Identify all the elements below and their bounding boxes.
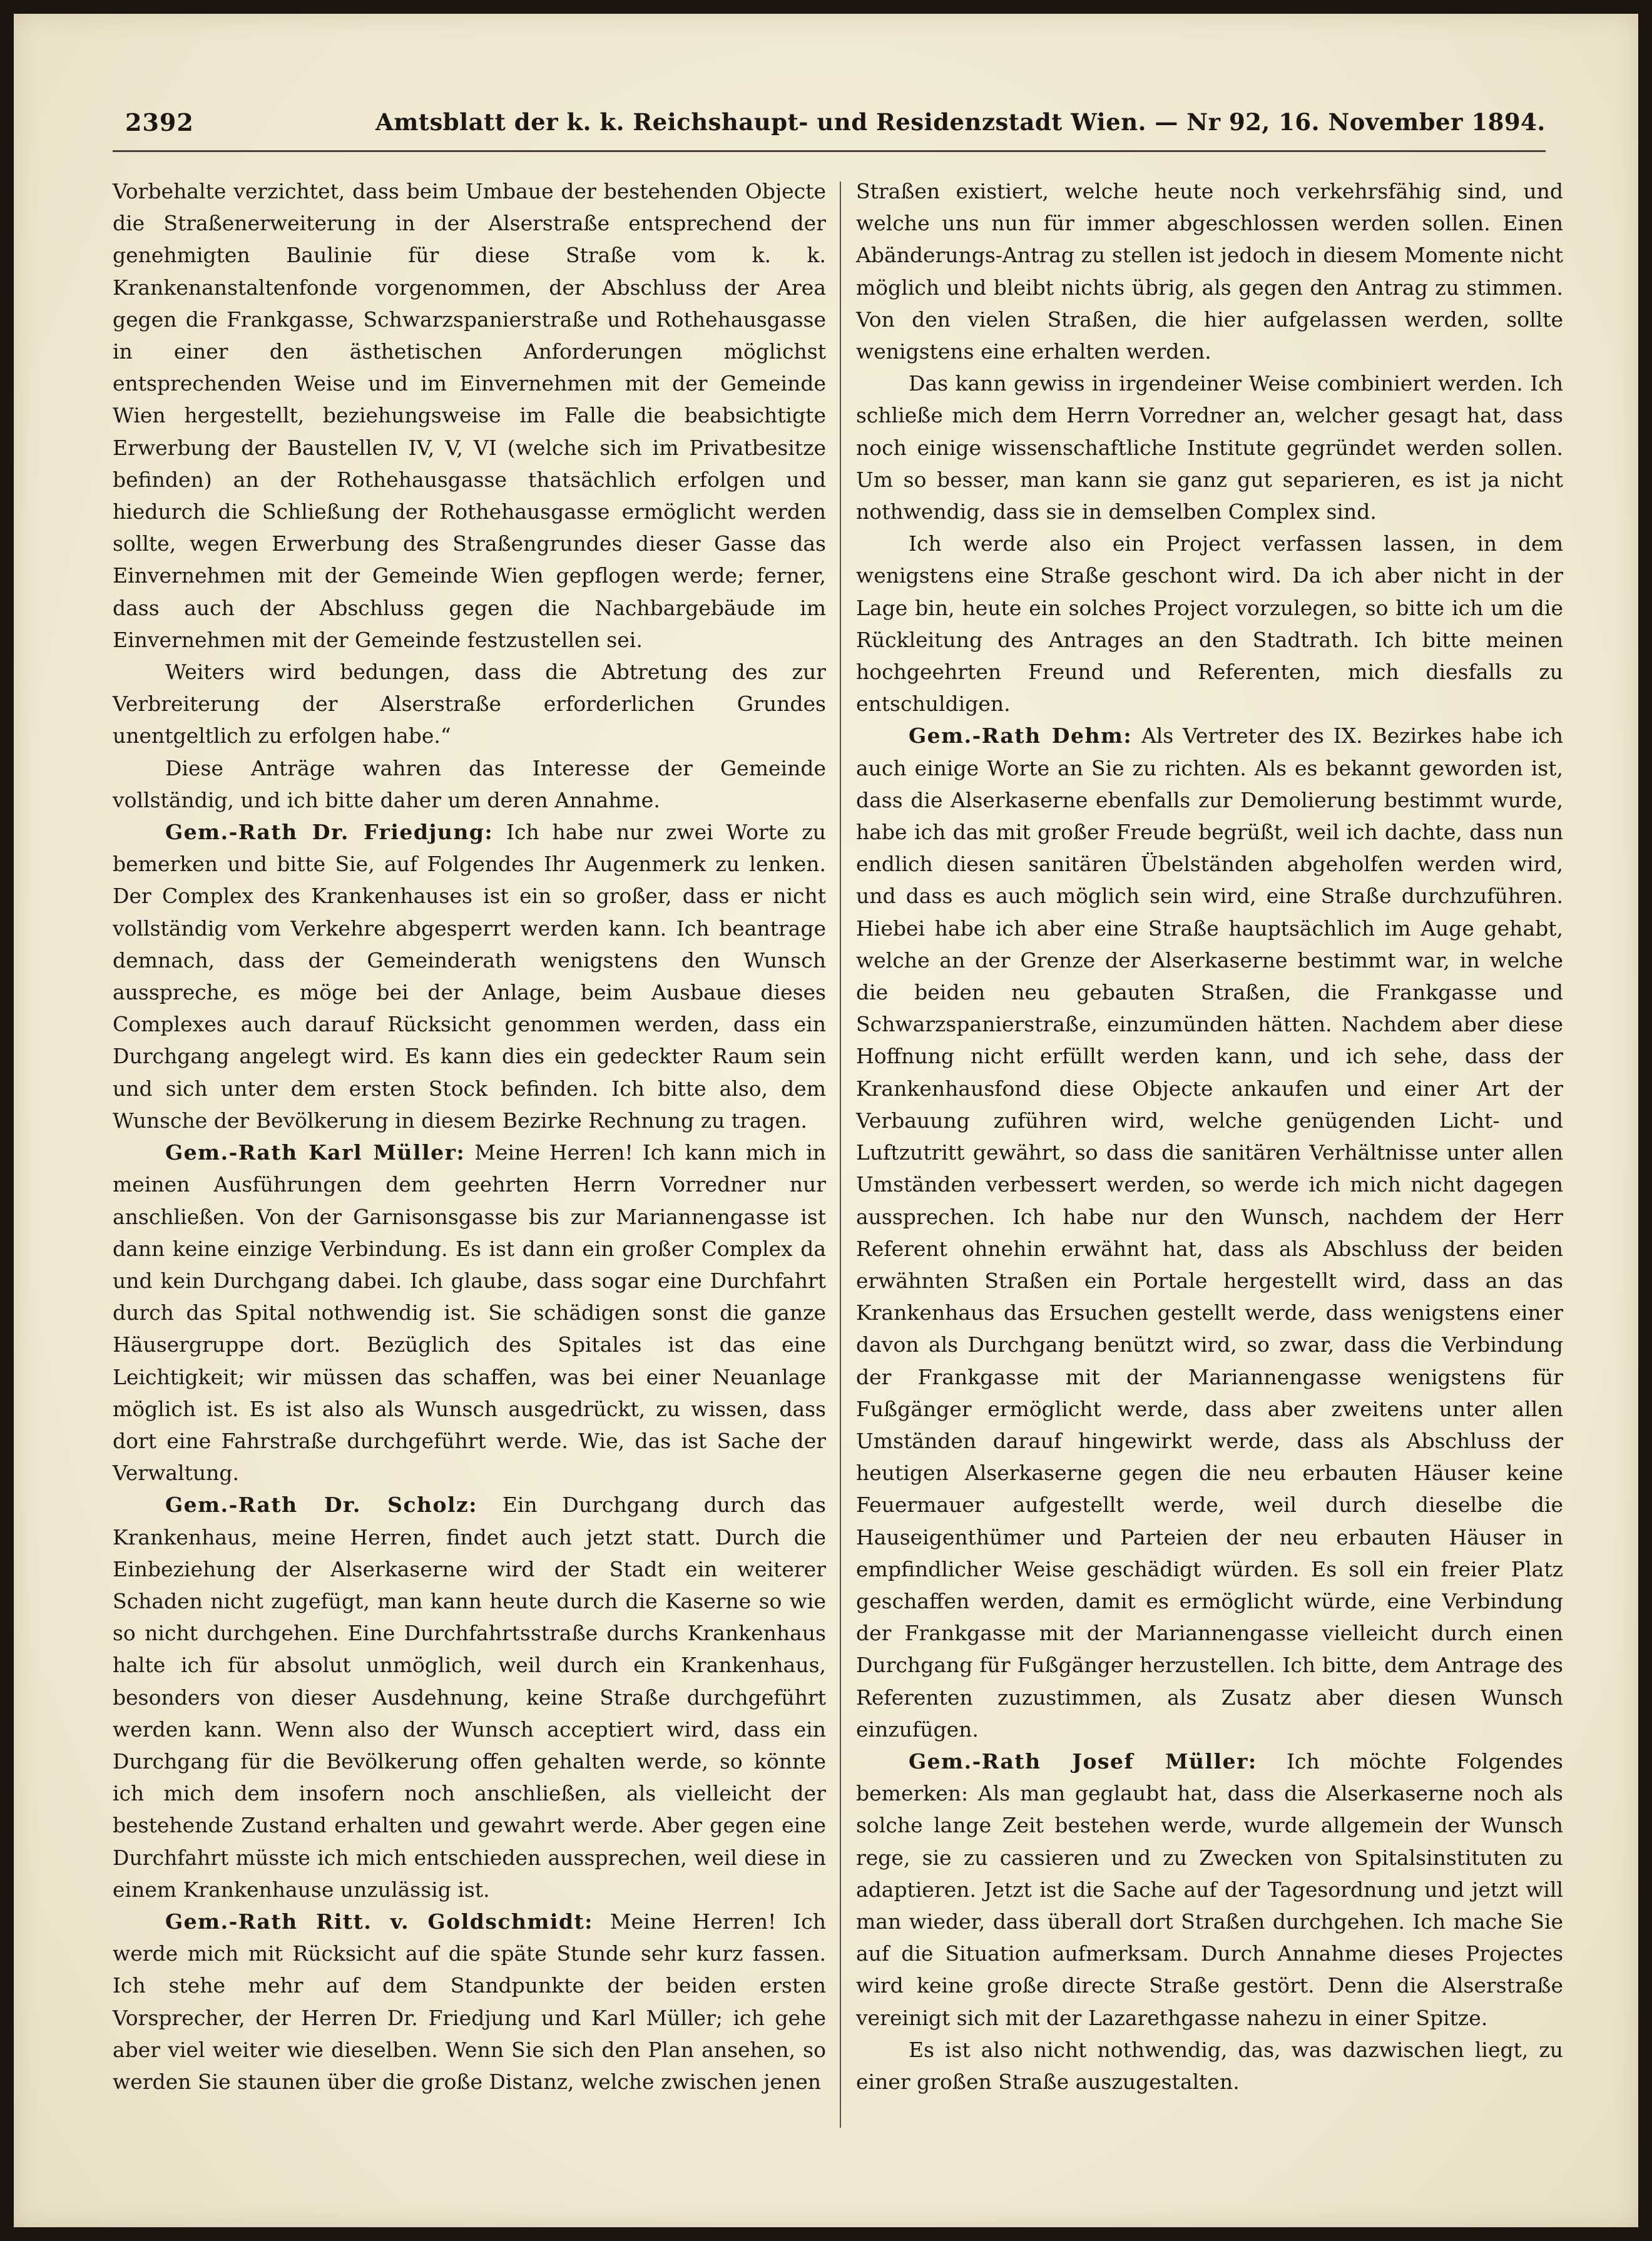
speaker-name: Gem.-Rath Karl Müller: xyxy=(165,1140,466,1165)
speaker-name: Gem.-Rath Josef Müller: xyxy=(909,1748,1257,1774)
speech-paragraph xyxy=(856,1745,1563,2034)
speech-paragraph xyxy=(113,1906,826,2098)
paragraph xyxy=(113,752,826,816)
paragraph-text: Es ist also nicht nothwendig, das, was dazwischen liegt, zu einer großen Straße auszugestalten. xyxy=(856,2037,1563,2094)
paragraph xyxy=(856,367,1563,528)
paragraph xyxy=(113,656,826,752)
paragraph xyxy=(856,175,1563,367)
speaker-name: Gem.-Rath Dehm: xyxy=(909,723,1133,748)
column-divider xyxy=(840,181,841,2128)
speaker-name: Gem.-Rath Ritt. v. Goldschmidt: xyxy=(165,1909,593,1934)
paragraph-text: Meine Herren! Ich kann mich in meinen Ausführungen dem geehrten Herrn Vorredner nur anschließen. Von der Garnisonsgasse bis zur Mariannengasse ist dann keine einzige Verbindung. Es ist dann ein großer Complex da und kein Durchgang dabei. Ich glaube, dass sogar eine Durchfahrt durch das Spital nothwendig ist. Sie schädigen sonst die ganze Häusergruppe dort. Bezüglich des Spitales ist das eine Leichtigkeit; wir müssen das schaffen, was bei einer Neuanlage möglich ist. Es ist also als Wunsch ausgedrückt, zu wissen, dass dort eine Fahrstraße durchgeführt werde. Wie, das ist Sache der Verwaltung. xyxy=(113,1140,827,1486)
running-head: Amtsblatt der k. k. Reichshaupt- und Residenzstadt Wien. — Nr 92, 16. November 1894. xyxy=(375,108,1546,136)
paragraph xyxy=(113,175,826,656)
paragraph-text: Meine Herren! Ich werde mich mit Rücksicht auf die späte Stunde sehr kurz fassen. Ich stehe mehr auf dem Standpunkte der beiden ersten Vorsprecher, der Herren Dr. Friedjung und Karl Müller; ich gehe aber viel weiter wie dieselben. Wenn Sie sich den Plan ansehen, so werden Sie staunen über die große Distanz, welche zwischen jenen xyxy=(113,1909,826,2094)
paragraph-text: Straßen existiert, welche heute noch verkehrsfähig sind, und welche uns nun für immer abgeschlossen werden sollen. Einen Abänderungs-Antrag zu stellen ist jedoch in diesem Momente nicht möglich und bleibt nichts übrig, als gegen den Antrag zu stimmen. Von den vielen Straßen, die hier aufgelassen werden, sollte wenigstens eine erhalten werden. xyxy=(856,179,1563,364)
page-header xyxy=(106,103,1558,141)
paragraph-text: Das kann gewiss in irgendeiner Weise combiniert werden. Ich schließe mich dem Herrn Vorredner an, welcher gesagt hat, dass noch einige wissenschaftliche Institute gegründet werden sollen. Um so besser, man kann sie ganz gut separieren, es ist ja nicht nothwendig, dass sie in demselben Complex sind. xyxy=(856,371,1563,524)
paragraph-text: Ich habe nur zwei Worte zu bemerken und bitte Sie, auf Folgendes Ihr Augenmerk zu lenken. Der Complex des Krankenhauses ist ein so großer, dass er nicht vollständig vom Verkehre abgesperrt werden kann. Ich beantrage demnach, dass der Gemeinderath wenigstens den Wunsch ausspreche, es möge bei der Anlage, beim Ausbaue dieses Complexes auch darauf Rücksicht genommen werden, dass ein Durchgang angelegt wird. Es kann dies ein gedeckter Raum sein und sich unter dem ersten Stock befinden. Ich bitte also, dem Wunsche der Bevölkerung in diesem Bezirke Rechnung zu tragen. xyxy=(113,820,826,1133)
page-number: 2392 xyxy=(125,108,194,136)
paragraph-text: Als Vertreter des IX. Bezirkes habe ich auch einige Worte an Sie zu richten. Als es bekannt geworden ist, dass die Alserkaserne ebenfalls zur Demolierung bestimmt wurde, habe ich das mit großer Freude begrüßt, weil ich dachte, dass nun endlich diesen sanitären Übelständen abgeholfen werden wird, und dass es auch möglich sein wird, eine Straße durchzuführen. Hiebei habe ich aber eine Straße hauptsächlich im Auge gehabt, welche an der Grenze der Alserkaserne bestimmt war, in welche die beiden neu gebauten Straßen, die Frankgasse und Schwarzspanierstraße, einzumünden hätten. Nachdem aber diese Hoffnung nicht erfüllt werden kann, und ich sehe, dass der Krankenhausfond diese Objecte ankaufen und einer Art der Verbauung zuführen wird, welche genügenden Licht- und Luftzutritt gewährt, so dass die sanitären Verhältnisse unter allen Umständen verbessert werden, so werde ich mich nicht dagegen aussprechen. Ich habe nur den Wunsch, nachdem der Herr Referent ohnehin erwähnt hat, dass als Abschluss der beiden erwähnten Straßen ein Portale hergestellt wird, dass an das Krankenhaus das Ersuchen gestellt werde, dass wenigstens einer davon als Durchgang benützt wird, so zwar, dass die Verbindung der Frankgasse mit der Mariannengasse wenigstens für Fußgänger ermöglicht werde, dass aber zweitens unter allen Umständen darauf hingewirkt werde, dass als Abschluss der heutigen Alserkaserne gegen die neu erbauten Häuser keine Feuermauer aufgestellt werde, weil durch dieselbe die Hauseigenthümer und Parteien der neu erbauten Häuser in empfindlicher Weise geschädigt würden. Es soll ein freier Platz geschaffen werden, damit es ermöglicht würde, eine Verbindung der Frankgasse mit der Mariannengasse vielleicht durch einen Durchgang für Fußgänger herzustellen. Ich bitte, dem Antrage des Referenten zuzustimmen, als Zusatz aber diesen Wunsch einzufügen. xyxy=(856,723,1563,1742)
speaker-name: Gem.-Rath Dr. Friedjung: xyxy=(165,820,494,845)
paragraph xyxy=(856,528,1563,720)
paragraph-text: Diese Anträge wahren das Interesse der Gemeinde vollständig, und ich bitte daher um deren Annahme. xyxy=(113,755,826,812)
header-rule xyxy=(113,150,1546,152)
speaker-name: Gem.-Rath Dr. Scholz: xyxy=(165,1493,477,1518)
paragraph-text: Ich werde also ein Project verfassen lassen, in dem wenigstens eine Straße geschont wird. Da ich aber nicht in der Lage bin, heute ein solches Project vorzulegen, so bitte ich um die Rückleitung des Antrages an den Stadtrath. Ich bitte meinen hochgeehrten Freund und Referenten, mich diesfalls zu entschuldigen. xyxy=(856,531,1563,717)
speech-paragraph xyxy=(113,1136,826,1489)
paragraph-text: Vorbehalte verzichtet, dass beim Umbaue der bestehenden Objecte die Straßenerweiterung in der Alserstraße entsprechend der genehmigten Baulinie für diese Straße vom k. k. Krankenanstaltenfonde vorgenommen, der Abschluss der Area gegen die Frankgasse, Schwarzspanierstraße und Rothehausgasse in einer den ästhetischen Anforderungen möglichst entsprechenden Weise und im Einvernehmen mit der Gemeinde Wien hergestellt, beziehungsweise im Falle die beabsichtigte Erwerbung der Baustellen IV, V, VI (welche sich im Privatbesitze befinden) an der Rothehausgasse thatsächlich erfolgen und hiedurch die Schließung der Rothehausgasse ermöglicht werden sollte, wegen Erwerbung des Straßengrundes dieser Gasse das Einvernehmen mit der Gemeinde Wien gepflogen werde; ferner, dass auch der Abschluss gegen die Nachbargebäude im Einvernehmen mit der Gemeinde festzustellen sei. xyxy=(113,179,826,652)
speech-paragraph xyxy=(856,720,1563,1745)
paragraph xyxy=(856,2034,1563,2098)
left-column xyxy=(113,175,826,2098)
speech-paragraph xyxy=(113,816,826,1136)
paragraph-text: Weiters wird bedungen, dass die Abtretung des zur Verbreiterung der Alserstraße erforderlichen Grundes unentgeltlich zu erfolgen habe.“ xyxy=(113,660,826,748)
speech-paragraph xyxy=(113,1489,826,1906)
paragraph-text: Ich möchte Folgendes bemerken: Als man geglaubt hat, dass die Alserkaserne noch als solche lange Zeit bestehen werde, wurde allgemein der Wunsch rege, sie zu cassieren und zu Zwecken von Spitalsinstituten zu adaptieren. Jetzt ist die Sache auf der Tagesordnung und jetzt will man wieder, dass überall dort Straßen durchgehen. Ich mache Sie auf die Situation aufmerksam. Durch Annahme dieses Projectes wird keine große directe Straße gestört. Denn die Alserstraße vereinigt sich mit der Lazarethgasse nahezu in einer Spitze. xyxy=(856,1748,1563,2030)
right-column xyxy=(856,175,1563,2098)
paragraph-text: Ein Durchgang durch das Krankenhaus, meine Herren, findet auch jetzt statt. Durch die Einbeziehung der Alserkaserne wird der Stadt ein weiterer Schaden nicht zugefügt, man kann heute durch die Kaserne so wie so nicht durchgehen. Eine Durchfahrtsstraße durchs Krankenhaus halte ich für absolut unmöglich, weil durch ein Krankenhaus, besonders von dieser Ausdehnung, keine Straße durchgeführt werden kann. Wenn also der Wunsch acceptiert wird, dass ein Durchgang für die Bevölkerung offen gehalten werde, so könnte ich mich dem insofern noch anschließen, als vielleicht der bestehende Zustand erhalten und gewahrt werde. Aber gegen eine Durchfahrt müsste ich mich entschieden aussprechen, weil diese in einem Krankenhause unzulässig ist. xyxy=(113,1493,826,1902)
